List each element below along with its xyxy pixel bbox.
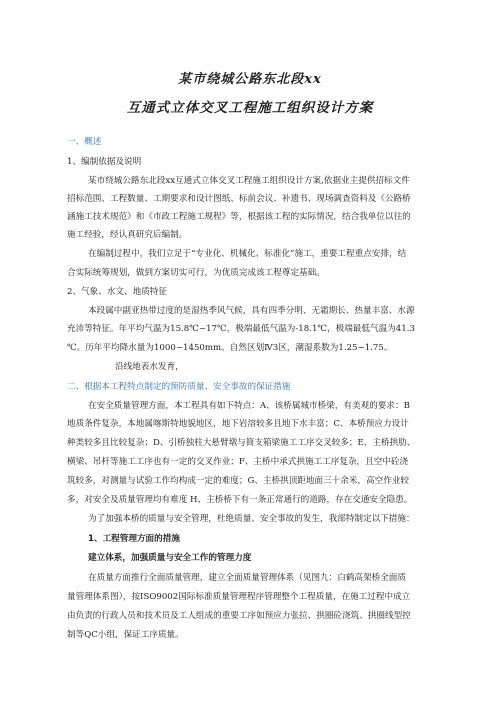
paragraph-line: ℃。历年平均降水量为1000~1450mm。自然区划Ⅳ3区，潮湿系数为1.25~1.75。 xyxy=(67,343,393,353)
subheading-management: 1、工程管理方面的措施 xyxy=(88,534,180,544)
paragraph-line: 施工经验，经认真研究后编制。 xyxy=(67,230,188,240)
paragraph-line: 筑较多，对测量与试验工作均构成一定的难度；G、主桥拱顶距地面三十余米，高空作业较 xyxy=(67,476,410,486)
paragraph-line: 由负责的行政人员和技术员及工人组成的重要工序如预应力张拉、拱圈砼浇筑、拱圈线型控 xyxy=(67,611,411,621)
paragraph-line: 招标范围、工程数量、工期要求和设计图纸、标前会议、补遗书、现场调查资料及《公路桥 xyxy=(67,194,411,204)
section-heading-overview: 一、概述 xyxy=(67,137,102,147)
paragraph-line: 多，对安全及质量管理均有难度 H、主桥桥下有一条正常通行的道路，存在交通安全隐患。 xyxy=(67,495,413,505)
paragraph-line: 某市绕城公路东北段xx互通式立体交叉工程施工组织设计方案,依据业主提供招标文件 xyxy=(88,176,410,186)
paragraph-line: 在安全质量管理方面，本工程具有如下特点：A、该桥属城市桥梁，有美观的要求：B xyxy=(88,401,410,411)
paragraph-line: 涵施工技术规范》和《市政工程施工规程》等，根据该工程的实际情况，结合我单位以往的 xyxy=(67,212,411,222)
paragraph-line: 地质条件复杂，本地属喀斯特地貌地区，地下岩溶较多且地下水丰富；C、本桥预应力设计 xyxy=(67,419,409,429)
paragraph-line: 种类较多且比较复杂；D、引桥独柱大悬臂墩与简支箱梁施工工序交叉较多；E、主桥拱肋、 xyxy=(67,438,416,448)
section-heading-measures: 二、根据本工程特点制定的预防质量、安全事故的保证措施 xyxy=(67,382,291,392)
paragraph-line: 本段属中副亚热带过度的是湿热季风气候，具有四季分明、无霜期长、热量丰富、水源 xyxy=(88,306,415,316)
paragraph-line: 为了加强本桥的质量与安全管理，杜绝质量、安全事故的发生，我部特制定以下措施： xyxy=(88,514,415,524)
subheading-system: 建立体系，加强质量与安全工作的管理力度 xyxy=(88,553,252,563)
paragraph-line: 制等QC小组，保证工序质量。 xyxy=(67,630,184,640)
paragraph-line: 在质量方面推行全面质量管理，建立全面质量管理体系（见图九：白鹤高架桥全面质 xyxy=(88,573,406,583)
paragraph-line: 充沛等特征。年平均气温为15.8℃~17℃，极端最低气温为-18.1℃，极端最低气温为41.3 xyxy=(67,324,415,334)
paragraph-line: 横梁、吊杆等施工工序也有一定的交叉作业；F、主桥中承式拱施工工序复杂，且空中砼浇 xyxy=(67,457,409,467)
paragraph-line: 沿线地表水发育， xyxy=(115,362,184,372)
subheading-climate: 2、气象、水文、地质特征 xyxy=(67,287,167,297)
document-title-line1: 某市绕城公路东北段xx xyxy=(178,72,322,87)
document-title-line2: 互通式立体交叉工程施工组织设计方案 xyxy=(126,100,374,116)
paragraph-line: 合实际统筹规划，做到方案切实可行，为优质完成该工程尊定基础。 xyxy=(67,268,325,278)
paragraph-line: 在编制过程中，我们立足于“专业化、机械化、标准化”施工，重要工程重点安排，结 xyxy=(88,249,407,259)
subheading-basis: 1、编制依据及说明 xyxy=(67,157,142,167)
paragraph-line: 量管理体系图），按ISO9002国际标准质量管理程序管理整个工程质量，在施工过程中成立 xyxy=(67,592,411,602)
